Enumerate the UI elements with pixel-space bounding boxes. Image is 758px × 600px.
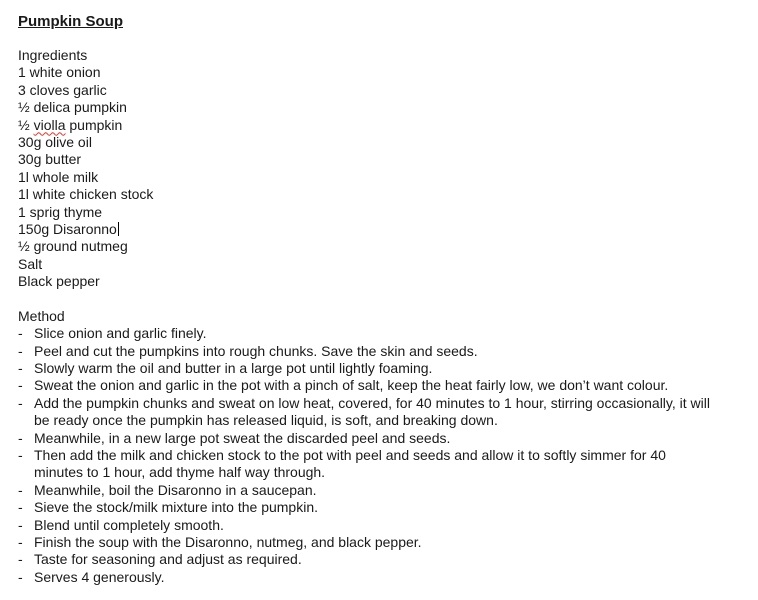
method-step-text: Add the pumpkin chunks and sweat on low heat, covered, for 40 minutes to 1 hour, stirring occasionally, it will be ready once the pumpkin has released liquid, is soft, and breaking down. xyxy=(34,394,710,429)
ingredient-item: Black pepper xyxy=(18,273,100,290)
method-step xyxy=(18,430,714,447)
method-step-text: Meanwhile, boil the Disaronno in a saucepan. xyxy=(34,481,317,498)
method-step-text: Slice onion and garlic finely. xyxy=(34,325,207,342)
method-step xyxy=(18,325,714,342)
method-heading: Method xyxy=(18,307,65,324)
method-step xyxy=(18,569,714,586)
recipe-title: Pumpkin Soup xyxy=(18,13,123,30)
method-step xyxy=(18,517,714,534)
method-step-text: Finish the soup with the Disaronno, nutmeg, and black pepper. xyxy=(34,533,422,550)
bullet-dash: - xyxy=(18,533,23,550)
ingredient-item: 1l whole milk xyxy=(18,168,99,185)
method-step xyxy=(18,377,714,394)
misspelled-word[interactable]: violla xyxy=(33,116,66,133)
method-step-text: Slowly warm the oil and butter in a large pot until lightly foaming. xyxy=(34,359,433,376)
ingredient-item: 30g olive oil xyxy=(18,134,92,151)
bullet-dash: - xyxy=(18,359,23,376)
ingredient-item xyxy=(18,221,718,238)
method-list xyxy=(18,325,718,586)
ingredient-item: Salt xyxy=(18,255,43,272)
ingredient-item: 1 white onion xyxy=(18,64,101,81)
bullet-dash: - xyxy=(18,429,23,446)
method-step-text: Taste for seasoning and adjust as required. xyxy=(34,551,302,568)
ingredient-suffix: pumpkin xyxy=(65,116,123,133)
bullet-dash: - xyxy=(18,481,23,498)
ingredient-text: 150g Disaronno xyxy=(18,221,117,238)
method-step xyxy=(18,499,714,516)
ingredient-item: 1 sprig thyme xyxy=(18,203,103,220)
ingredient-item: ½ delica pumpkin xyxy=(18,99,127,116)
method-step-text: Sieve the stock/milk mixture into the pumpkin. xyxy=(34,499,319,516)
method-step-text: Sweat the onion and garlic in the pot with a pinch of salt, keep the heat fairly low, we don’t want colour. xyxy=(34,377,669,394)
method-step xyxy=(18,551,714,568)
document-body[interactable] xyxy=(18,12,718,586)
method-step xyxy=(18,395,714,430)
bullet-dash: - xyxy=(18,325,23,342)
bullet-dash: - xyxy=(18,377,23,394)
method-step xyxy=(18,343,714,360)
method-step xyxy=(18,447,714,482)
method-step-text: Meanwhile, in a new large pot sweat the discarded peel and seeds. xyxy=(34,429,451,446)
bullet-dash: - xyxy=(18,446,23,463)
method-step-text: Serves 4 generously. xyxy=(34,568,165,585)
ingredient-item xyxy=(18,117,718,134)
method-step-text: Then add the milk and chicken stock to the pot with peel and seeds and allow it to softly simmer for 40 minutes to 1 hour, add thyme half way through. xyxy=(34,446,666,481)
bullet-dash: - xyxy=(18,394,23,411)
text-cursor xyxy=(118,222,119,236)
method-step xyxy=(18,360,714,377)
method-step-text: Blend until completely smooth. xyxy=(34,516,224,533)
bullet-dash: - xyxy=(18,342,23,359)
ingredient-prefix: ½ xyxy=(18,116,34,133)
method-step-text: Peel and cut the pumpkins into rough chunks. Save the skin and seeds. xyxy=(34,342,478,359)
ingredient-item: 1l white chicken stock xyxy=(18,186,154,203)
bullet-dash: - xyxy=(18,516,23,533)
ingredient-item: 30g butter xyxy=(18,151,82,168)
bullet-dash: - xyxy=(18,551,23,568)
bullet-dash: - xyxy=(18,499,23,516)
ingredient-item: 3 cloves garlic xyxy=(18,81,107,98)
bullet-dash: - xyxy=(18,568,23,585)
method-step xyxy=(18,534,714,551)
ingredient-item: ½ ground nutmeg xyxy=(18,238,128,255)
ingredients-heading: Ingredients xyxy=(18,47,88,63)
method-step xyxy=(18,482,714,499)
ingredients-list xyxy=(18,64,718,290)
